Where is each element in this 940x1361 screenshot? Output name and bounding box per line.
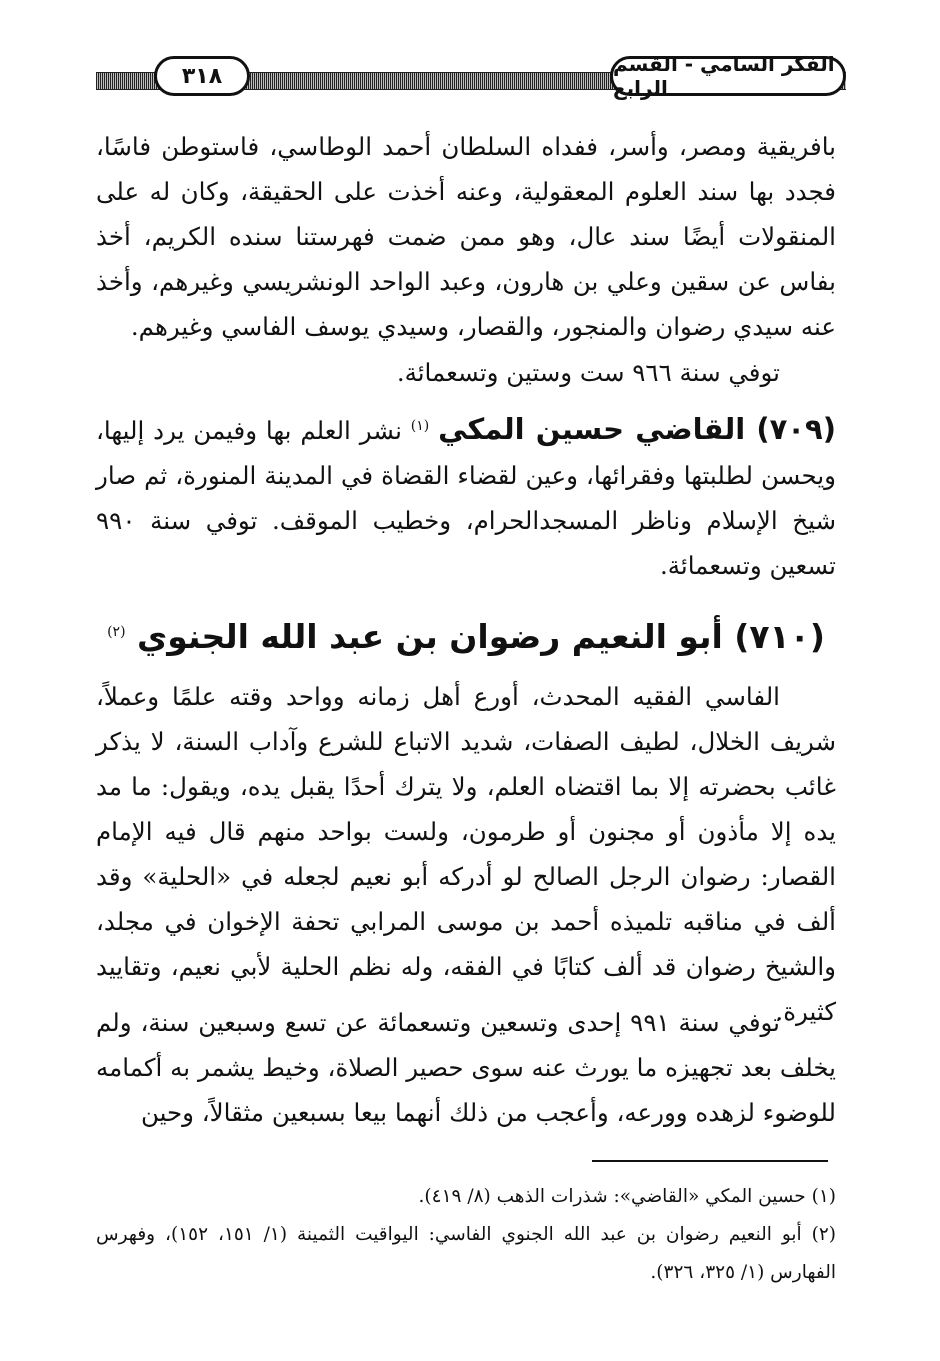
entry-710-text: الفاسي الفقيه المحدث، أورع أهل زمانه وواحد وقته علمًا وعملاً، شريف الخلال، لطيف الصفات، شديد الاتباع للشرع وآداب السنة، لا يذكر غائب بحضرته إلا بما اقتضاه العلم، ولا يترك أحدًا يقبل يده، ويقول: ما مد يده إلا مأذون أو مجنون أو طرمون، ولست بواحد منهم قال فيه الإمام القصار: رضوان الرجل الصالح لو أدركه أبو نعيم لجعله في «الحلية» وقد ألف في مناقبه تلميذه أحمد بن موسى المرابي تحفة الإخوان في مجلد، والشيخ رضوان قد ألف كتابًا في الفقه، وله نظم الحلية لأبي نعيم، وتقاييد كثيرة. [96,682,836,1026]
entry-710-heading: (٧١٠) أبو النعيم رضوان بن عبد الله الجنوي [137,617,825,656]
paragraph-death-date: توفي سنة ٩٦٦ ست وستين وتسعمائة. [396,358,780,387]
entry-709-heading: (٧٠٩) القاضي حسين المكي [438,412,836,447]
paragraph-entry-710-death: توفي سنة ٩٩١ إحدى وتسعين وتسعمائة عن تسع وسبعين سنة، ولم يخلف بعد تجهيزه ما يورث عنه سوى حصير الصلاة، وخيط يشمر به أكمامه للوضوء لزهده وورعه، وأعجب من ذلك أنهما بيعا بسبعين مثقالاً، وحين [96,1008,836,1127]
entry-709 [96,404,836,588]
footnote-ref-2: (٢) [107,624,126,640]
page-number: ٣١٨ [154,56,250,96]
running-header [96,52,846,102]
entry-709-text: نشر العلم بها وفيمن يرد إليها، ويحسن لطلبتها وفقرائها، وعين لقضاء القضاة في المدينة المنورة، ثم صار شيخ الإسلام وناظر المسجدالحرام، وخطيب الموقف. توفي سنة ٩٩٠ تسعين وتسعمائة. [96,416,836,581]
book-title: الفكر السامي - القسم الرابع [610,56,846,96]
footnotes [96,1178,836,1292]
paragraph-continuation: بافريقية ومصر، وأسر، ففداه السلطان أحمد الوطاسي، فاستوطن فاسًا، فجدد بها سند العلوم المعقولية، وعنه أخذت على الحقيقة، وكان له على المنقولات أيضًا سند عال، وهو ممن ضمت فهرستنا سنده الكريم، أخذ بفاس عن سقين وعلي بن هارون، وعبد الواحد الونشريسي وغيرهم، وأخذ عنه سيدي رضوان والمنجور، والقصار، وسيدي يوسف الفاسي وغيرهم. [96,132,836,341]
footnote-1: (١) حسين المكي «القاضي»: شذرات الذهب (٨/ ٤١٩). [418,1186,836,1207]
footnote-separator [592,1160,828,1162]
entry-710-heading-line [96,602,836,662]
footnote-ref-1: (١) [410,418,430,434]
footnote-2: (٢) أبو النعيم رضوان بن عبد الله الجنوي الفاسي: اليواقيت الثمينة (١/ ١٥١، ١٥٢)، وفهرس الفهارس (١/ ٣٢٥، ٣٢٦). [96,1224,836,1283]
